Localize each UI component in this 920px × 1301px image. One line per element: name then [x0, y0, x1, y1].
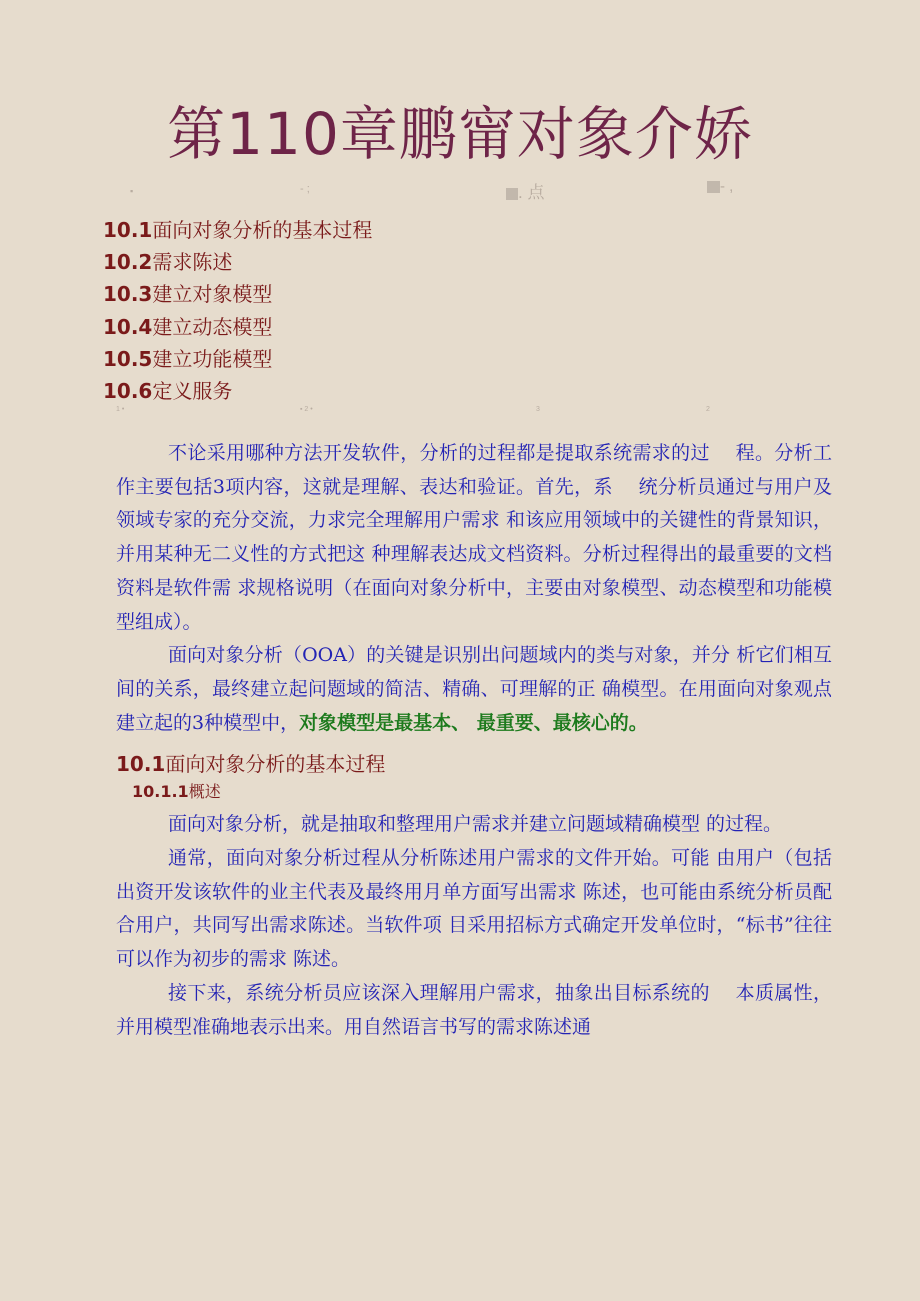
section-paragraph: 面向对象分析，就是抽取和整理用户需求并建立问题域精确模型 的过程。 [168, 813, 783, 836]
scan-artifact: 2 [706, 406, 710, 413]
toc-item-number: 10.1 [103, 218, 153, 242]
scan-artifact: 1 • [116, 406, 125, 413]
scan-artifact-square-icon [707, 181, 720, 193]
page-title: 第110章鹏甯对象介娇 [167, 100, 753, 168]
scan-artifact-square [506, 178, 544, 203]
section-number: 10.1 [116, 752, 166, 777]
intro-paragraph-2 [116, 639, 832, 740]
intro-paragraph: 不论采用哪种方法开发软件，分析的过程都是提取系统需求的过 程。分析工作主要包括3项内容，这就是理解、表达和验证。首先，系 统分析员通过与用户及领域专家的充分交流，力求完全理解用户需求 和该应用领域中的关键性的背景知识，并用某种无二义性的方式把这 种理解表达成文档资料。分析过程得出的最重要的文档资料是软件需 求规格说明（在面向对象分析中，主要由对象模型、动态模型和功能模 型组成）。 [116, 442, 832, 633]
subsection-number: 10.1.1 [132, 782, 189, 802]
scan-artifact: ▪ [130, 186, 134, 196]
toc-item-label: 面向对象分析的基本过程 [152, 218, 373, 242]
subsection-title: 概述 [188, 782, 221, 802]
scan-artifact: ▪ 2 • [300, 406, 313, 413]
scan-artifact-square [707, 178, 733, 195]
toc-item-number: 10.5 [103, 346, 153, 371]
toc-item-label: 定义服务 [152, 379, 233, 404]
toc-item[interactable] [103, 343, 372, 375]
table-of-contents [103, 214, 372, 407]
toc-item-label: 建立功能模型 [152, 346, 273, 371]
section-title: 面向对象分析的基本过程 [165, 752, 386, 777]
section-paragraph: 通常，面向对象分析过程从分析陈述用户需求的文件开始。可能 由用户（包括出资开发该软件的业主代表及最终用月单方面写出需求 陈述，也可能由系统分析员配合用户，共同写出需求陈述。当软件项 目采用招标方式确定开发单位时，“标书”往往可以作为初步的需求 陈述。 [116, 847, 832, 971]
toc-item-number: 10.6 [103, 379, 153, 404]
main-body [116, 437, 832, 1044]
toc-item-number: 10.4 [103, 314, 153, 339]
intro-paragraph-text: 面向对象分析（OOA）的关键是识别出问题域内的类与对象，并分 析它们相互间的关系，最终建立起问题域的简洁、精确、可理解的正 确模型。在用面向对象观点建立起的3种模型中， [116, 644, 832, 734]
subsection-heading [132, 780, 832, 804]
toc-item-number: 10.2 [103, 250, 153, 275]
toc-item[interactable] [103, 278, 372, 310]
toc-item-label: 需求陈述 [152, 250, 233, 275]
section-heading [116, 748, 832, 780]
toc-item[interactable] [103, 246, 372, 278]
scan-artifact-square-icon [506, 188, 518, 200]
scan-artifact-text: - , [720, 178, 734, 195]
toc-item-label: 建立对象模型 [152, 282, 273, 307]
emphasized-text: 对象模型是最基本、 最重要、最核心的。 [299, 711, 648, 734]
section-paragraph: 接下来，系统分析员应该深入理解用户需求，抽象出目标系统的 本质属性，并用模型准确地表示出来。用自然语言书写的需求陈述通 [116, 981, 832, 1038]
scan-artifact: - ; [300, 183, 310, 195]
toc-item-label: 建立动态模型 [152, 314, 273, 339]
toc-item[interactable] [103, 311, 372, 343]
scan-artifact: 3 [536, 406, 540, 413]
toc-item-number: 10.3 [103, 282, 153, 307]
scan-artifact-text: . 点 [518, 183, 545, 202]
toc-item[interactable] [103, 214, 372, 246]
toc-item[interactable] [103, 375, 372, 407]
